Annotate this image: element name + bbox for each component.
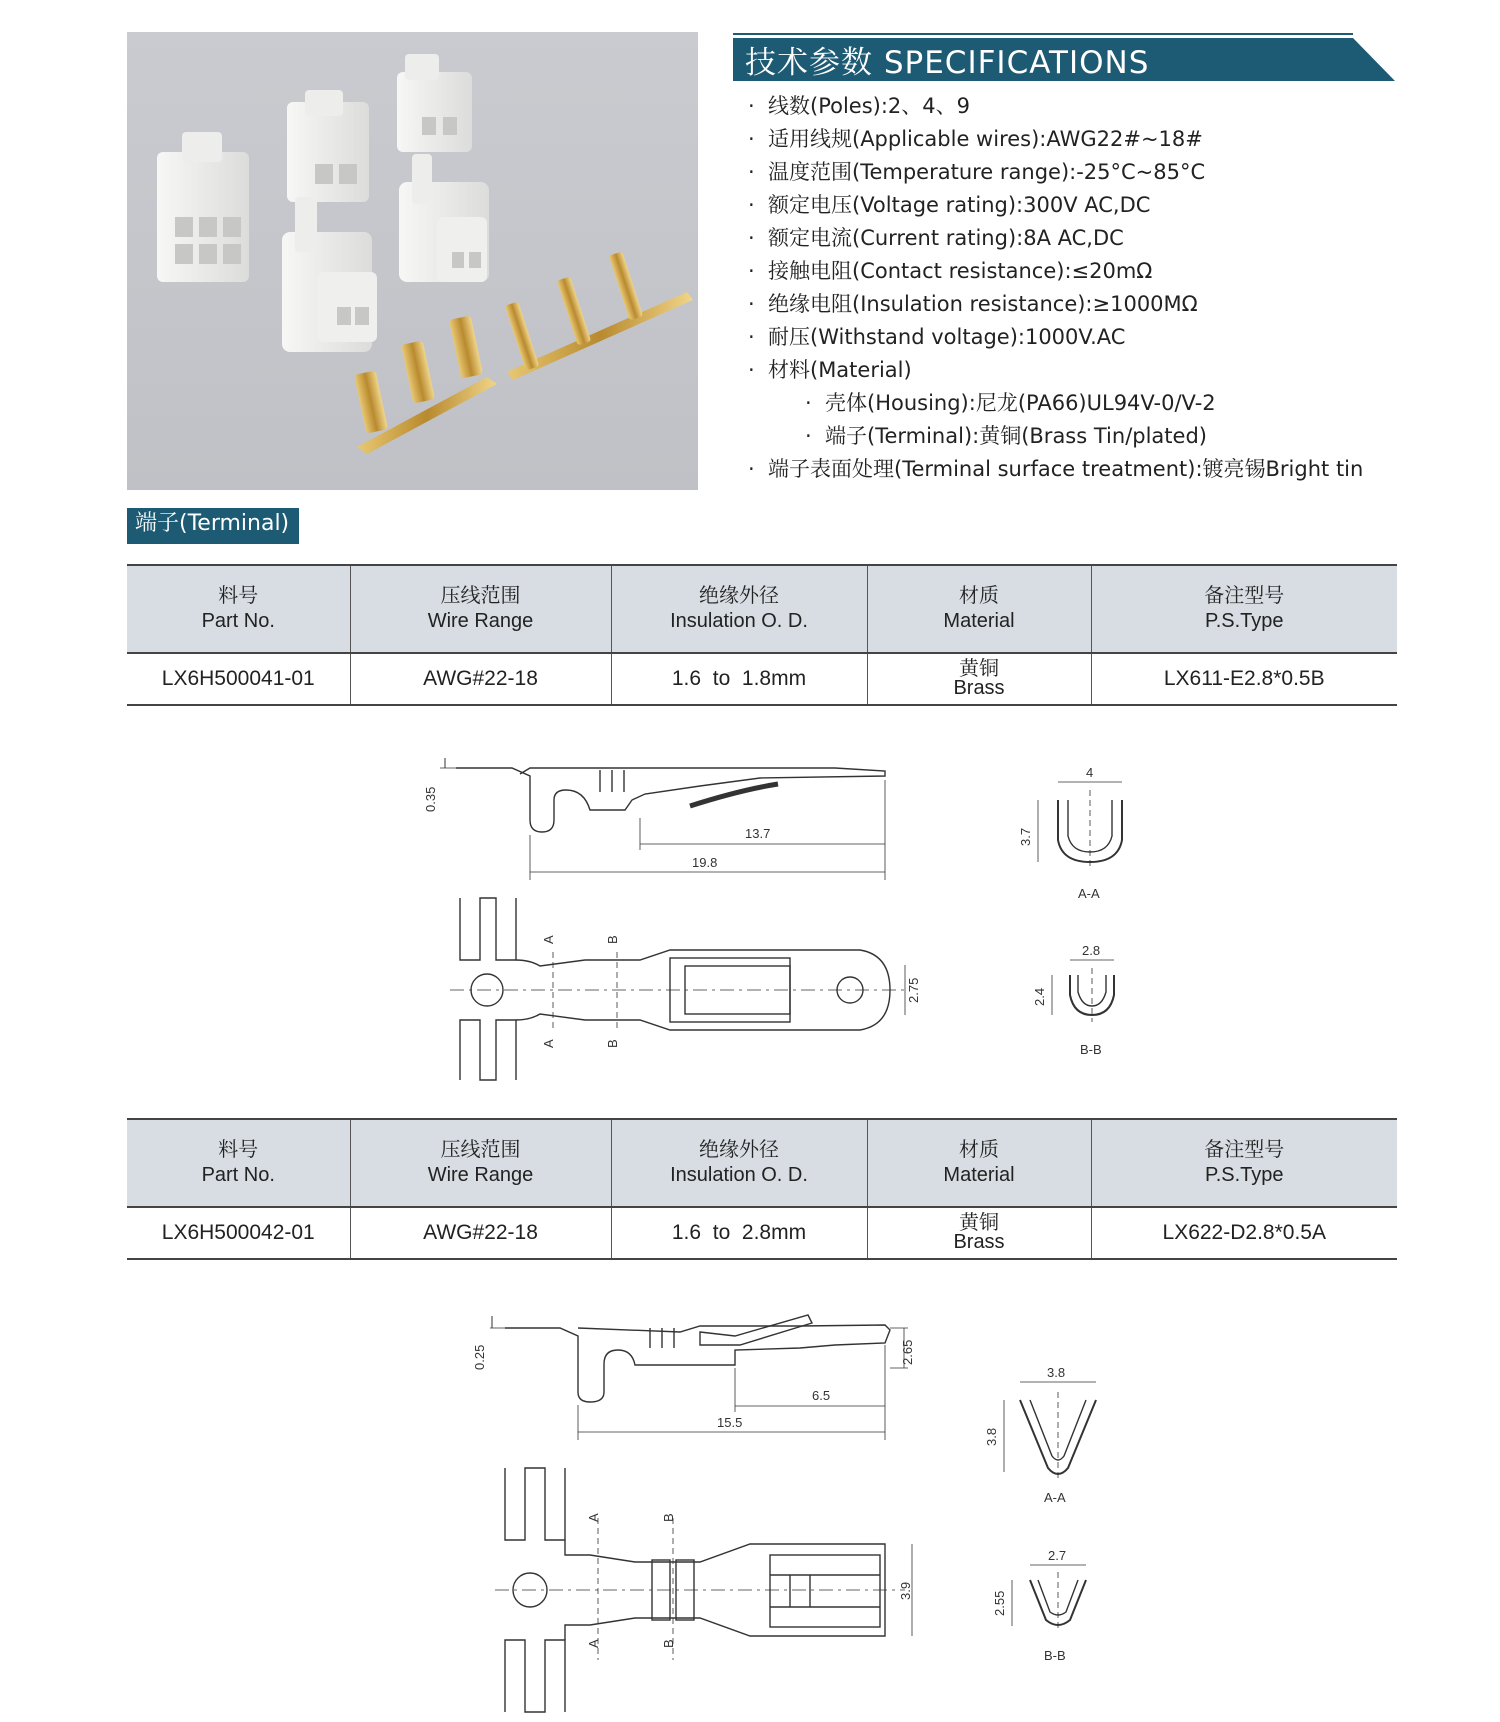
bullet: · xyxy=(748,127,755,151)
spec-material: 材料(Material) xyxy=(768,358,912,382)
terminal-1-top-view xyxy=(450,898,905,1080)
cell-wire-range: AWG#22-18 xyxy=(350,1207,611,1259)
spec-terminal-material: 端子(Terminal):黄铜(Brass Tin/plated) xyxy=(825,424,1207,448)
spec-current: 额定电流(Current rating):8A AC,DC xyxy=(768,226,1124,250)
label-bb: B-B xyxy=(1044,1648,1066,1663)
header-en: Insulation O. D. xyxy=(670,610,808,632)
section-b-top: B xyxy=(661,1513,676,1522)
cell-wire-range: AWG#22-18 xyxy=(350,653,611,705)
cell-part-no: LX6H500042-01 xyxy=(161,1221,315,1244)
header-en: Wire Range xyxy=(427,610,534,632)
terminal-1-section-aa xyxy=(1038,782,1122,870)
header-cn: 绝缘外径 xyxy=(699,1139,779,1161)
header-cn: 绝缘外径 xyxy=(699,585,779,607)
spec-withstand-voltage: 耐压(Withstand voltage):1000V.AC xyxy=(768,325,1126,349)
terminal-2-section-aa xyxy=(1004,1382,1096,1480)
material-cn: 黄铜 xyxy=(959,1212,999,1234)
header-cn: 压线范围 xyxy=(440,585,521,607)
terminal-2-side-view xyxy=(490,1315,908,1440)
section-a-top: A xyxy=(541,935,556,944)
header-en: Part No. xyxy=(201,1164,275,1186)
header-en: Insulation O. D. xyxy=(670,1164,808,1186)
dim-bb-width: 2.7 xyxy=(1048,1548,1067,1563)
header-cn: 压线范围 xyxy=(440,1139,521,1161)
dim-height: 2.65 xyxy=(900,1339,915,1365)
dim-width: 3.9 xyxy=(898,1581,913,1600)
bullet: · xyxy=(748,160,755,184)
dim-thickness: 0.25 xyxy=(472,1344,487,1370)
bullet: · xyxy=(805,391,812,415)
spec-surface-treatment: 端子表面处理(Terminal surface treatment):镀亮锡Bright tin xyxy=(768,457,1364,481)
dim-bb-height: 2.55 xyxy=(992,1590,1007,1616)
dim-length-b: 15.5 xyxy=(717,1415,743,1430)
bullet: · xyxy=(748,358,755,382)
bullet: · xyxy=(748,193,755,217)
dim-bb-width: 2.8 xyxy=(1082,943,1101,958)
section-b-bottom: B xyxy=(661,1639,676,1648)
material-en: Brass xyxy=(953,677,1005,699)
dim-thickness: 0.35 xyxy=(423,786,438,812)
terminal-2-top-view xyxy=(495,1468,912,1712)
section-b-top: B xyxy=(605,935,620,944)
dim-aa-height: 3.8 xyxy=(984,1427,999,1446)
label-aa: A-A xyxy=(1044,1490,1066,1505)
material-cn: 黄铜 xyxy=(959,658,999,680)
section-a-top: A xyxy=(586,1513,601,1522)
spec-title: 技术参数 SPECIFICATIONS xyxy=(745,45,1150,81)
header-en: Wire Range xyxy=(427,1164,534,1186)
spec-contact-resistance: 接触电阻(Contact resistance):≤20mΩ xyxy=(768,259,1153,283)
section-a-bottom: A xyxy=(586,1639,601,1648)
dim-bb-height: 2.4 xyxy=(1032,987,1047,1006)
spec-temperature: 温度范围(Temperature range):-25°C~85°C xyxy=(768,160,1206,184)
spec-poles: 线数(Poles):2、4、9 xyxy=(768,94,971,118)
header-en: P.S.Type xyxy=(1204,610,1284,632)
spec-insulation-resistance: 绝缘电阻(Insulation resistance):≥1000MΩ xyxy=(768,292,1198,316)
terminal-1-section-bb xyxy=(1052,960,1114,1022)
header-en: Material xyxy=(943,1164,1015,1186)
dim-length-a: 13.7 xyxy=(745,826,771,841)
label-bb: B-B xyxy=(1080,1042,1102,1057)
spec-housing: 壳体(Housing):尼龙(PA66)UL94V-0/V-2 xyxy=(825,391,1216,415)
header-cn: 备注型号 xyxy=(1204,585,1285,607)
bullet: · xyxy=(748,457,755,481)
cell-od: 1.6 to 2.8mm xyxy=(611,1207,867,1259)
terminal-1-side-view xyxy=(440,758,885,880)
header-cn: 料号 xyxy=(218,1139,259,1161)
bullet: · xyxy=(748,94,755,118)
label-aa: A-A xyxy=(1078,886,1100,901)
dim-width: 2.75 xyxy=(906,977,921,1003)
dim-aa-height: 3.7 xyxy=(1018,827,1033,846)
bullet: · xyxy=(748,259,755,283)
header-cn: 备注型号 xyxy=(1204,1139,1285,1161)
spec-wires: 适用线规(Applicable wires):AWG22#~18# xyxy=(768,127,1203,151)
header-en: P.S.Type xyxy=(1204,1164,1284,1186)
dim-length-b: 19.8 xyxy=(692,855,718,870)
header-cn: 材质 xyxy=(959,1139,999,1161)
header-en: Material xyxy=(943,610,1015,632)
material-en: Brass xyxy=(953,1231,1005,1253)
terminal-2-section-bb xyxy=(1012,1565,1086,1632)
dim-length-a: 6.5 xyxy=(812,1388,831,1403)
dim-aa-width: 3.8 xyxy=(1047,1365,1066,1380)
spec-voltage: 额定电压(Voltage rating):300V AC,DC xyxy=(768,193,1151,217)
terminal-section-label: 端子(Terminal) xyxy=(127,508,299,544)
dim-aa-width: 4 xyxy=(1086,765,1094,780)
header-cn: 材质 xyxy=(959,585,999,607)
section-b-bottom: B xyxy=(605,1039,620,1048)
header-cn: 料号 xyxy=(218,585,259,607)
cell-od: 1.6 to 1.8mm xyxy=(611,653,867,705)
cell-ps-type: LX622-D2.8*0.5A xyxy=(1091,1207,1397,1259)
bullet: · xyxy=(748,325,755,349)
bullet: · xyxy=(748,226,755,250)
cell-ps-type: LX611-E2.8*0.5B xyxy=(1091,653,1397,705)
bullet: · xyxy=(748,292,755,316)
header-en: Part No. xyxy=(201,610,275,632)
bullet: · xyxy=(805,424,812,448)
cell-part-no: LX6H500041-01 xyxy=(161,667,315,690)
section-a-bottom: A xyxy=(541,1039,556,1048)
